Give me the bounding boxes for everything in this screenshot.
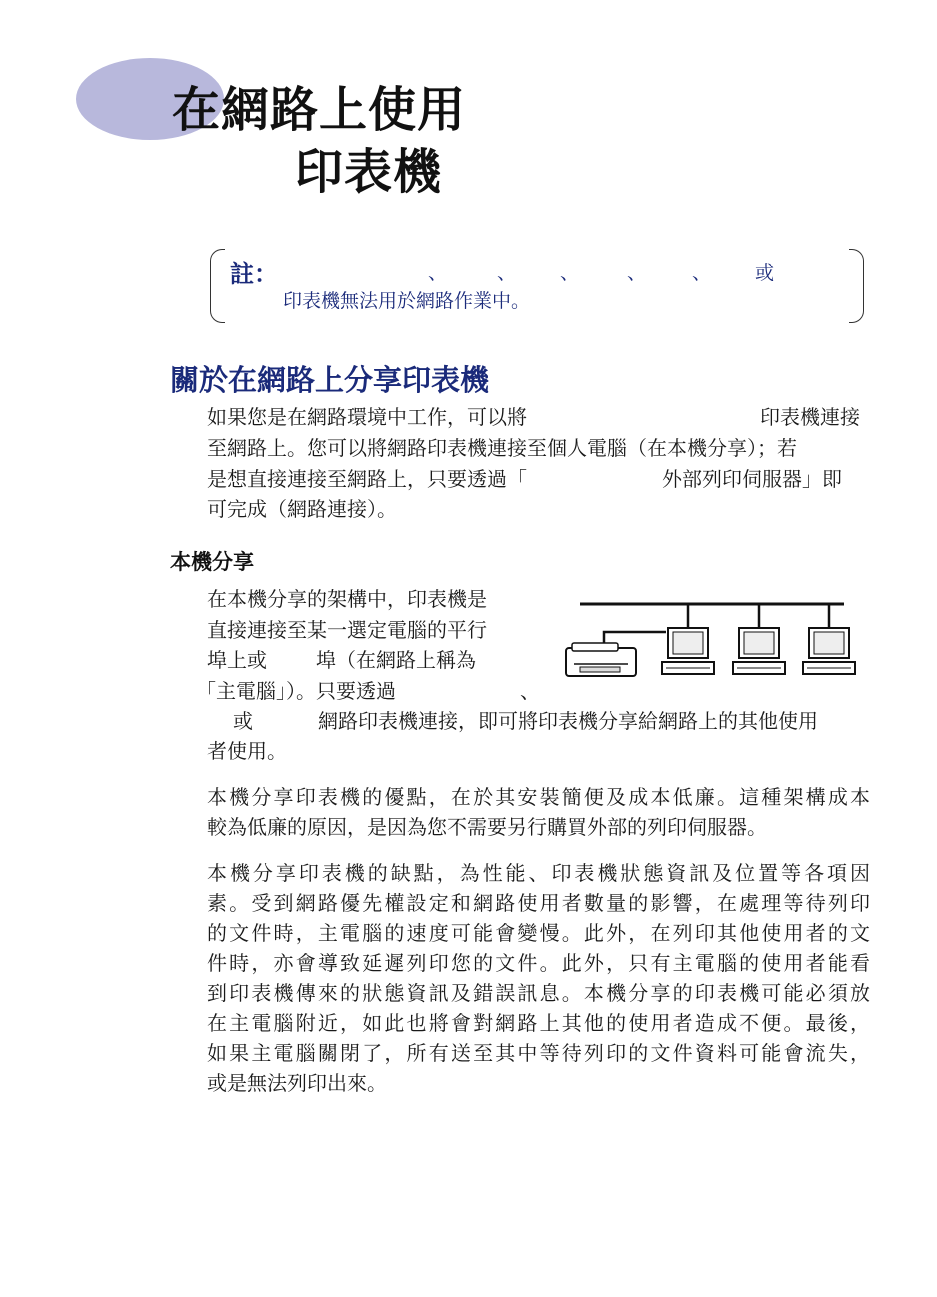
note-left-brace: [210, 249, 225, 323]
local-intro-line-3a: 埠上或: [207, 648, 267, 672]
note-right-brace: [849, 249, 864, 323]
note-separator: 、: [497, 262, 517, 284]
about-line-4: 可完成（網路連接）。: [207, 497, 397, 521]
note-second-line: 印表機無法用於網路作業中。: [283, 290, 531, 312]
about-line-1-left: 如果您是在網路環境中工作，可以將: [207, 405, 527, 429]
local-intro-separator: 、: [520, 679, 540, 703]
computer-icon: [662, 628, 714, 674]
network-drop-lines: [688, 604, 829, 628]
note-separator: 、: [560, 262, 580, 284]
local-intro-line-1: 在本機分享的架構中，印表機是: [207, 587, 487, 611]
local-intro-line-4: 「主電腦」）。只要透過: [196, 679, 396, 703]
paragraph-line: 本機分享印表機的缺點，為性能、印表機狀態資訊及位置等各項因: [207, 861, 870, 885]
local-line-6: 者使用。: [207, 739, 287, 763]
paragraph-line: 件時，亦會導致延遲列印您的文件。此外，只有主電腦的使用者能看: [207, 951, 870, 975]
section-heading-about-sharing: 關於在網路上分享印表機: [170, 363, 490, 397]
paragraph-line: 較為低廉的原因，是因為您不需要另行購買外部的列印伺服器。: [207, 815, 767, 839]
paragraph-line: 或是無法列印出來。: [207, 1071, 387, 1095]
computer-icon: [733, 628, 785, 674]
about-line-3-right: 外部列印伺服器」即: [662, 467, 842, 491]
about-line-2: 至網路上。您可以將網路印表機連接至個人電腦（在本機分享）；若: [207, 436, 797, 460]
network-diagram: [560, 596, 860, 684]
page-title-line-1: 在網路上使用: [172, 82, 467, 138]
subheading-local-share: 本機分享: [170, 550, 254, 574]
paragraph-line: 素。受到網路優先權設定和網路使用者數量的影響，在處理等待列印: [207, 891, 870, 915]
paragraph-line: 到印表機傳來的狀態資訊及錯誤訊息。本機分享的印表機可能必須放: [207, 981, 870, 1005]
local-intro-line-3b: 埠（在網路上稱為: [316, 648, 476, 672]
local-line-5-or: 或: [233, 709, 253, 733]
page-title-line-2: 印表機: [295, 144, 443, 200]
note-or-word: 或: [755, 262, 775, 284]
local-intro-line-2: 直接連接至某一選定電腦的平行: [207, 618, 487, 642]
note-label: 註：: [230, 260, 278, 288]
about-line-3-left: 是想直接連接至網路上，只要透過「: [207, 467, 527, 491]
paragraph-line: 如果主電腦關閉了，所有送至其中等待列印的文件資料可能會流失，: [207, 1041, 870, 1065]
computer-icon: [803, 628, 855, 674]
note-separator: 、: [692, 262, 712, 284]
paragraph-disadvantages: [207, 858, 870, 1098]
note-separator: 、: [627, 262, 647, 284]
about-line-1-right: 印表機連接: [760, 405, 860, 429]
paragraph-line: 本機分享印表機的優點，在於其安裝簡便及成本低廉。這種架構成本: [207, 785, 870, 809]
local-line-5-rest: 網路印表機連接，即可將印表機分享給網路上的其他使用: [318, 709, 818, 733]
printer-icon: [566, 643, 636, 676]
paragraph-line: 的文件時，主電腦的速度可能會變慢。此外，在列印其他使用者的文: [207, 921, 870, 945]
note-separator: 、: [428, 262, 448, 284]
paragraph-advantages: [207, 782, 870, 842]
paragraph-line: 在主電腦附近，如此也將會對網路上其他的使用者造成不便。最後，: [207, 1011, 870, 1035]
